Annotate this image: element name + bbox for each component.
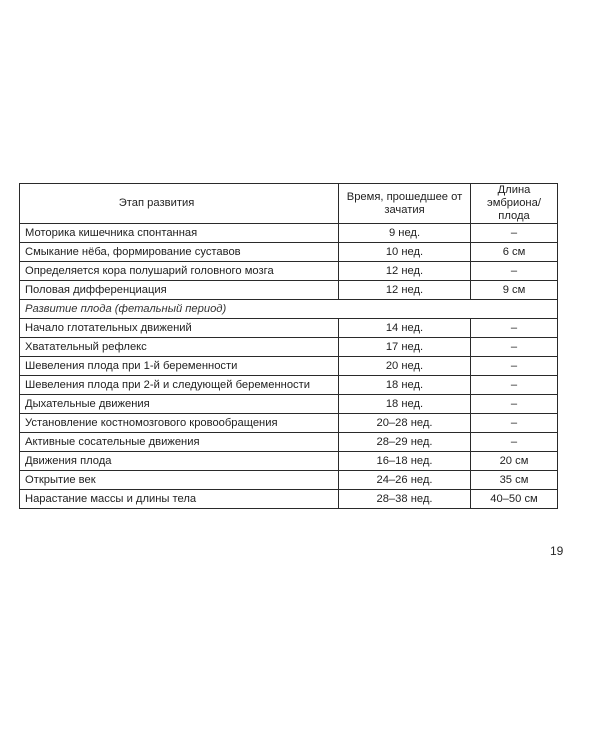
table-body (20, 224, 558, 509)
cell-length: – (471, 376, 558, 395)
cell-time: 9 нед. (339, 224, 471, 243)
cell-stage: Смыкание нёба, формирование суставов (20, 243, 339, 262)
table-row (20, 395, 558, 414)
table-row (20, 281, 558, 300)
cell-stage: Половая дифференциация (20, 281, 339, 300)
cell-length: 20 см (471, 452, 558, 471)
table-row (20, 452, 558, 471)
cell-length: – (471, 319, 558, 338)
cell-stage: Определяется кора полушарий головного мозга (20, 262, 339, 281)
cell-length: 40–50 см (471, 490, 558, 509)
cell-stage: Хватательный рефлекс (20, 338, 339, 357)
cell-time: 12 нед. (339, 281, 471, 300)
cell-stage: Шевеления плода при 1-й беременности (20, 357, 339, 376)
cell-length: – (471, 414, 558, 433)
table-row (20, 262, 558, 281)
table-row (20, 319, 558, 338)
cell-time: 17 нед. (339, 338, 471, 357)
cell-time: 20–28 нед. (339, 414, 471, 433)
cell-time: 16–18 нед. (339, 452, 471, 471)
cell-length: – (471, 338, 558, 357)
header-time: Время, прошедшее от зачатия (339, 184, 471, 224)
page-number: 19 (550, 544, 564, 558)
cell-length: 6 см (471, 243, 558, 262)
cell-stage: Шевеления плода при 2-й и следующей беременности (20, 376, 339, 395)
table-row (20, 376, 558, 395)
cell-time: 14 нед. (339, 319, 471, 338)
cell-length: – (471, 357, 558, 376)
cell-length: – (471, 224, 558, 243)
table-row (20, 471, 558, 490)
cell-length: 9 см (471, 281, 558, 300)
cell-stage: Открытие век (20, 471, 339, 490)
cell-stage: Установление костномозгового кровообращения (20, 414, 339, 433)
cell-length: – (471, 262, 558, 281)
cell-time: 20 нед. (339, 357, 471, 376)
section-row (20, 300, 558, 319)
cell-time: 28–29 нед. (339, 433, 471, 452)
cell-length: – (471, 433, 558, 452)
cell-time: 18 нед. (339, 395, 471, 414)
table-row (20, 224, 558, 243)
cell-time: 28–38 нед. (339, 490, 471, 509)
table-row (20, 433, 558, 452)
development-table-container (19, 183, 557, 509)
table-row (20, 414, 558, 433)
cell-time: 12 нед. (339, 262, 471, 281)
cell-time: 24–26 нед. (339, 471, 471, 490)
table-row (20, 357, 558, 376)
table-row (20, 338, 558, 357)
cell-length: 35 см (471, 471, 558, 490)
development-stages-table (19, 183, 558, 509)
cell-stage: Нарастание массы и длины тела (20, 490, 339, 509)
table-row (20, 490, 558, 509)
header-length: Длина эмбриона/ плода (471, 184, 558, 224)
table-row (20, 243, 558, 262)
cell-time: 18 нед. (339, 376, 471, 395)
header-stage: Этап развития (20, 184, 339, 224)
cell-stage: Моторика кишечника спонтанная (20, 224, 339, 243)
cell-stage: Дыхательные движения (20, 395, 339, 414)
cell-time: 10 нед. (339, 243, 471, 262)
cell-stage: Движения плода (20, 452, 339, 471)
cell-stage: Начало глотательных движений (20, 319, 339, 338)
table-header-row (20, 184, 558, 224)
cell-length: – (471, 395, 558, 414)
section-title: Развитие плода (фетальный период) (20, 300, 558, 319)
cell-stage: Активные сосательные движения (20, 433, 339, 452)
